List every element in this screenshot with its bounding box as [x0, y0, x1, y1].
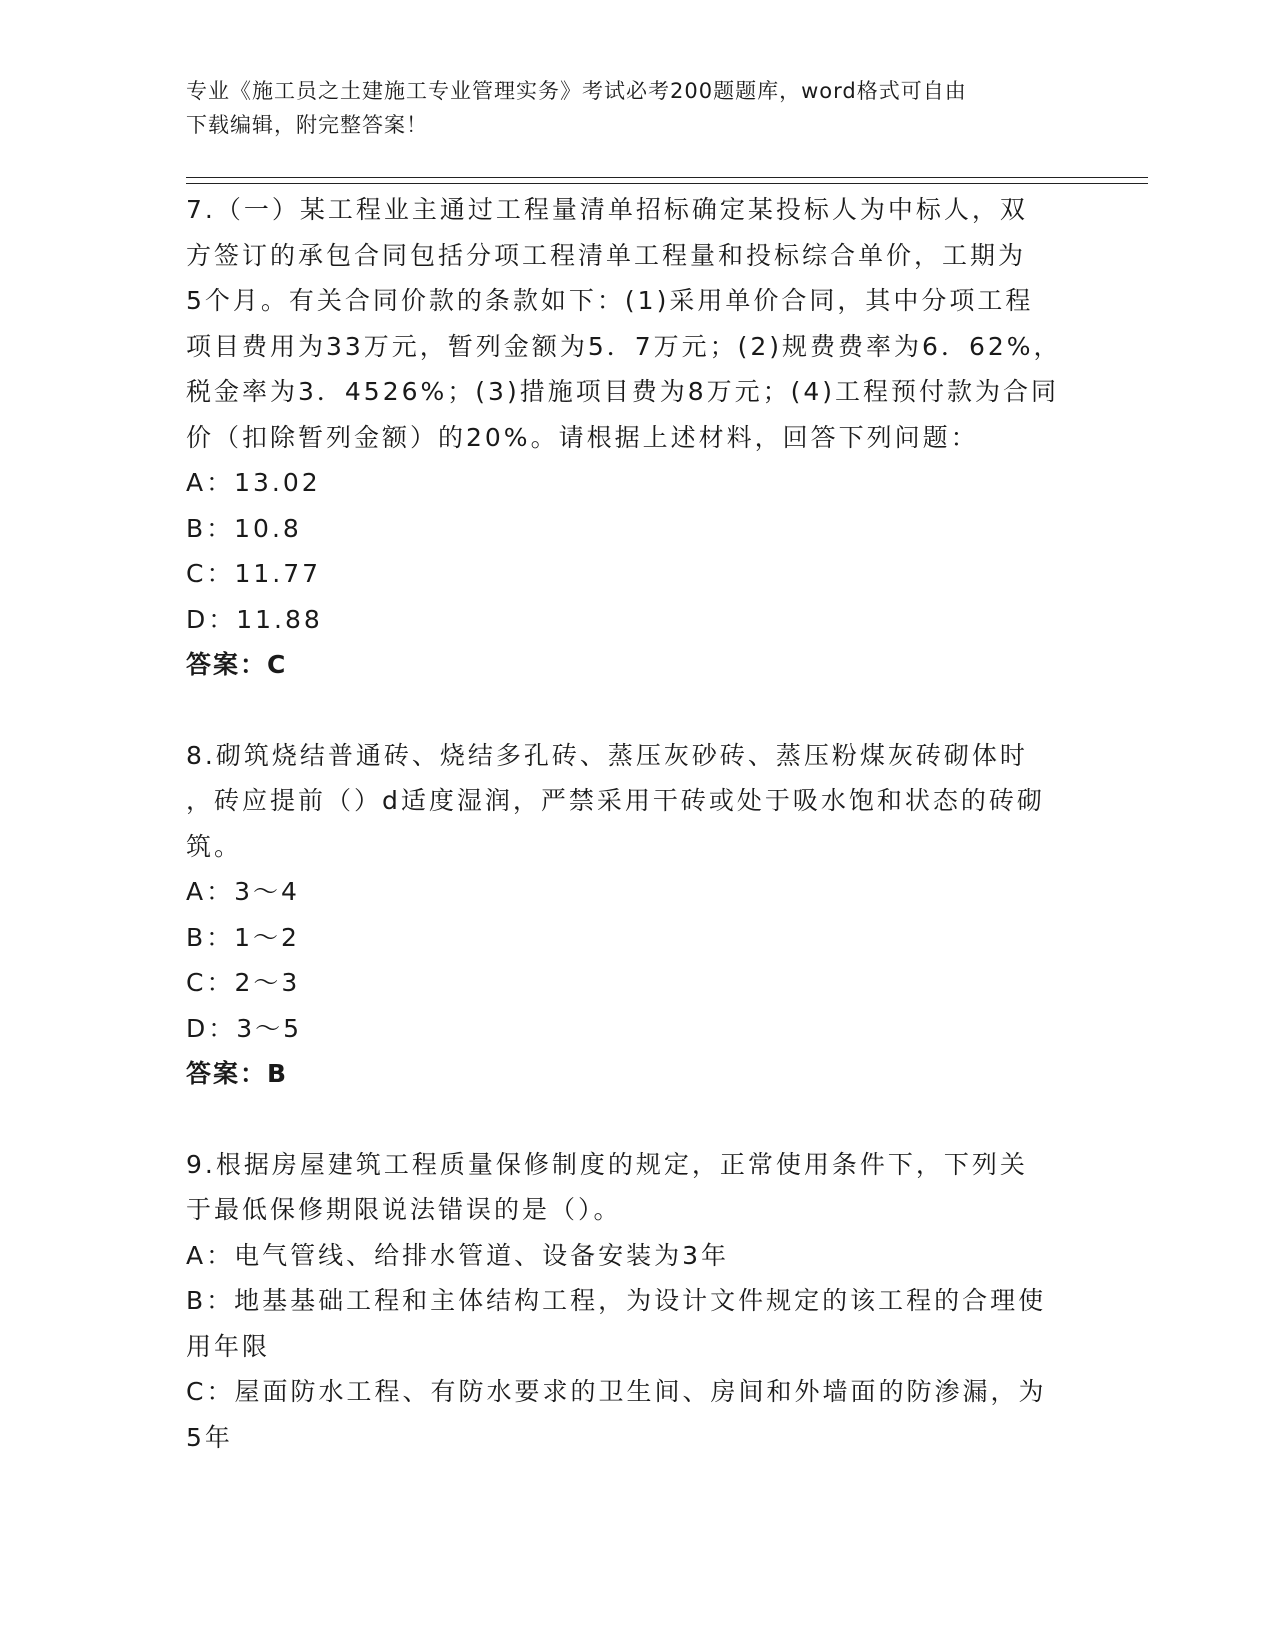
document-header: [186, 74, 1066, 142]
option-d: D：3～5: [186, 1013, 303, 1043]
question-line: 方签订的承包合同包括分项工程清单工程量和投标综合单价，工期为: [186, 240, 1027, 270]
answer-label: 答案：B: [186, 1059, 289, 1088]
option-d: D：11.88: [186, 604, 323, 634]
option-a: A：3～4: [186, 877, 300, 906]
option-c: C：11.77: [186, 559, 322, 588]
question-line: 筑。: [186, 831, 243, 861]
option-b: B：地基基础工程和主体结构工程，为设计文件规定的该工程的合理使: [186, 1286, 1047, 1315]
question-line: 7.（一）某工程业主通过工程量清单招标确定某投标人为中标人，双: [186, 195, 1028, 224]
question-list: [186, 187, 1086, 1460]
question-9: [186, 1142, 1086, 1461]
question-8-text: [186, 733, 1086, 870]
question-line: 价（扣除暂列金额）的20%。请根据上述材料，回答下列问题：: [186, 422, 979, 452]
option-b-continued: 用年限: [186, 1331, 271, 1361]
header-line-2: 下载编辑，附完整答案！: [186, 113, 428, 137]
header-line-1: 专业《施工员之土建施工专业管理实务》考试必考200题题库，word格式可自由: [186, 79, 967, 103]
option-b: B：1～2: [186, 922, 300, 952]
question-7: [186, 187, 1086, 688]
question-line: 5个月。有关合同价款的条款如下：(1)采用单价合同，其中分项工程: [186, 286, 1034, 315]
option-a: A：13.02: [186, 468, 321, 497]
option-c: C：屋面防水工程、有防水要求的卫生间、房间和外墙面的防渗漏，为: [186, 1377, 1047, 1406]
header-divider-bottom: [186, 183, 1148, 184]
option-b: B：10.8: [186, 513, 302, 543]
question-line: ，砖应提前（）d适度湿润，严禁采用干砖或处于吸水饱和状态的砖砌: [186, 786, 1045, 815]
question-7-text: [186, 187, 1086, 460]
question-line: 9.根据房屋建筑工程质量保修制度的规定，正常使用条件下，下列关: [186, 1149, 1028, 1179]
option-a: A：电气管线、给排水管道、设备安装为3年: [186, 1240, 730, 1270]
option-c: C：2～3: [186, 968, 301, 997]
header-divider-top: [186, 177, 1148, 178]
question-line: 8.砌筑烧结普通砖、烧结多孔砖、蒸压灰砂砖、蒸压粉煤灰砖砌体时: [186, 740, 1028, 770]
question-line: 税金率为3．4526%；(3)措施项目费为8万元；(4)工程预付款为合同: [186, 377, 1060, 406]
option-c-continued: 5年: [186, 1422, 233, 1452]
question-9-text: [186, 1142, 1086, 1233]
question-line: 于最低保修期限说法错误的是（）。: [186, 1195, 622, 1224]
question-8: [186, 733, 1086, 1097]
question-line: 项目费用为33万元，暂列金额为5．7万元；(2)规费费率为6．62%，: [186, 331, 1062, 361]
spacer: [186, 1097, 1086, 1142]
answer-label: 答案：C: [186, 650, 288, 679]
spacer: [186, 688, 1086, 733]
